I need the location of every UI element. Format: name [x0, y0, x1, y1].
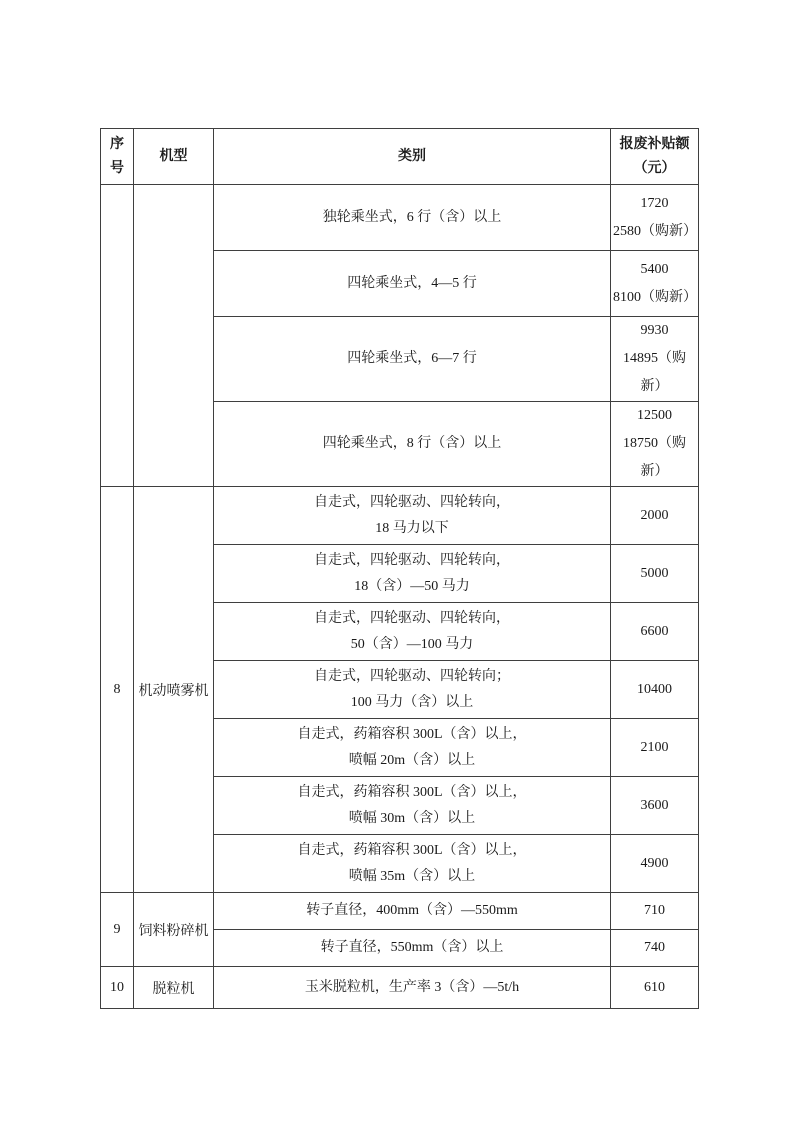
subsidy-amount: 610 [644, 979, 665, 995]
header-serial-number [101, 129, 134, 185]
header-serial-line1: 序 [110, 136, 124, 152]
category-text: 四轮乘坐式，4—5 行 [347, 275, 477, 291]
table-header-row [101, 129, 699, 185]
subsidy-amount: 4900 [640, 855, 669, 871]
category-line1: 自走式，四轮驱动、四轮转向， [314, 494, 510, 510]
cell-subsidy [611, 402, 699, 487]
table-row [101, 967, 699, 1009]
table-row [101, 487, 699, 545]
subsidy-amount: 12500 [637, 408, 672, 423]
cell-subsidy [611, 719, 699, 777]
category-line2: 喷幅 35m（含）以上 [348, 868, 476, 884]
category-line2: 50（含）—100 马力 [350, 636, 474, 652]
table-row [101, 185, 699, 251]
header-category: 类别 [214, 129, 611, 185]
cell-category [214, 545, 611, 603]
cell-category [214, 251, 611, 317]
header-serial-line2: 号 [110, 160, 124, 176]
category-line1: 自走式，药箱容积 300L（含）以上， [297, 784, 527, 800]
cell-category [214, 487, 611, 545]
subsidy-amount: 9930 [640, 323, 669, 338]
header-machine-model: 机型 [134, 129, 214, 185]
subsidy-amount: 6600 [640, 623, 669, 639]
subsidy-amount: 5000 [640, 565, 669, 581]
table-row [101, 893, 699, 930]
cell-model-blank [134, 185, 214, 487]
category-line1: 自走式，四轮驱动、四轮转向； [314, 668, 510, 684]
subsidy-amount: 2100 [640, 739, 669, 755]
cell-category [214, 185, 611, 251]
cell-subsidy [611, 251, 699, 317]
cell-category [214, 603, 611, 661]
cell-subsidy [611, 835, 699, 893]
subsidy-table [100, 128, 699, 1009]
header-subsidy-amount [611, 129, 699, 185]
header-subsidy-line2: （元） [633, 160, 676, 176]
subsidy-amount: 2000 [640, 507, 669, 523]
category-text: 玉米脱粒机，生产率 3（含）—5t/h [304, 979, 520, 995]
category-line1: 自走式，药箱容积 300L（含）以上， [297, 726, 527, 742]
subsidy-amount: 5400 [640, 261, 669, 277]
cell-serial-number: 10 [101, 967, 134, 1009]
category-line2: 喷幅 20m（含）以上 [348, 752, 476, 768]
cell-subsidy [611, 545, 699, 603]
subsidy-renewal-amount: 18750（购新） [623, 436, 686, 479]
cell-serial-blank [101, 185, 134, 487]
cell-serial-number: 9 [101, 893, 134, 967]
header-subsidy-line1: 报废补贴额 [619, 136, 690, 152]
cell-category [214, 317, 611, 402]
cell-subsidy [611, 967, 699, 1009]
subsidy-amount: 710 [644, 903, 665, 918]
document-page [100, 128, 699, 1009]
cell-machine-model: 机动喷雾机 [134, 487, 214, 893]
category-line1: 自走式，药箱容积 300L（含）以上， [297, 842, 527, 858]
cell-category [214, 893, 611, 930]
cell-subsidy [611, 661, 699, 719]
cell-category [214, 661, 611, 719]
cell-category [214, 835, 611, 893]
category-line2: 18（含）—50 马力 [354, 578, 470, 594]
cell-subsidy [611, 603, 699, 661]
subsidy-renewal-amount: 8100（购新） [613, 289, 697, 305]
subsidy-amount: 10400 [637, 681, 672, 697]
category-text: 四轮乘坐式，6—7 行 [347, 351, 477, 366]
cell-subsidy [611, 185, 699, 251]
cell-category [214, 402, 611, 487]
category-text: 独轮乘坐式，6 行（含）以上 [322, 209, 502, 225]
category-line2: 喷幅 30m（含）以上 [348, 810, 476, 826]
cell-machine-model: 脱粒机 [134, 967, 214, 1009]
subsidy-amount: 740 [644, 940, 665, 955]
cell-category [214, 719, 611, 777]
cell-category [214, 777, 611, 835]
category-line2: 100 马力（含）以上 [350, 694, 474, 710]
category-text: 转子直径，400mm（含）—550mm [306, 903, 518, 918]
category-line1: 自走式，四轮驱动、四轮转向， [314, 610, 510, 626]
cell-serial-number: 8 [101, 487, 134, 893]
cell-machine-model: 饲料粉碎机 [134, 893, 214, 967]
category-line1: 自走式，四轮驱动、四轮转向， [314, 552, 510, 568]
cell-subsidy [611, 893, 699, 930]
subsidy-amount: 3600 [640, 797, 669, 813]
cell-subsidy [611, 317, 699, 402]
category-line2: 18 马力以下 [375, 520, 449, 536]
subsidy-renewal-amount: 2580（购新） [613, 223, 697, 239]
cell-subsidy [611, 487, 699, 545]
cell-subsidy [611, 930, 699, 967]
category-text: 转子直径，550mm（含）以上 [320, 940, 504, 955]
cell-category [214, 930, 611, 967]
subsidy-amount: 1720 [640, 195, 669, 211]
category-text: 四轮乘坐式，8 行（含）以上 [322, 436, 502, 451]
subsidy-renewal-amount: 14895（购新） [623, 351, 686, 394]
cell-subsidy [611, 777, 699, 835]
cell-category [214, 967, 611, 1009]
